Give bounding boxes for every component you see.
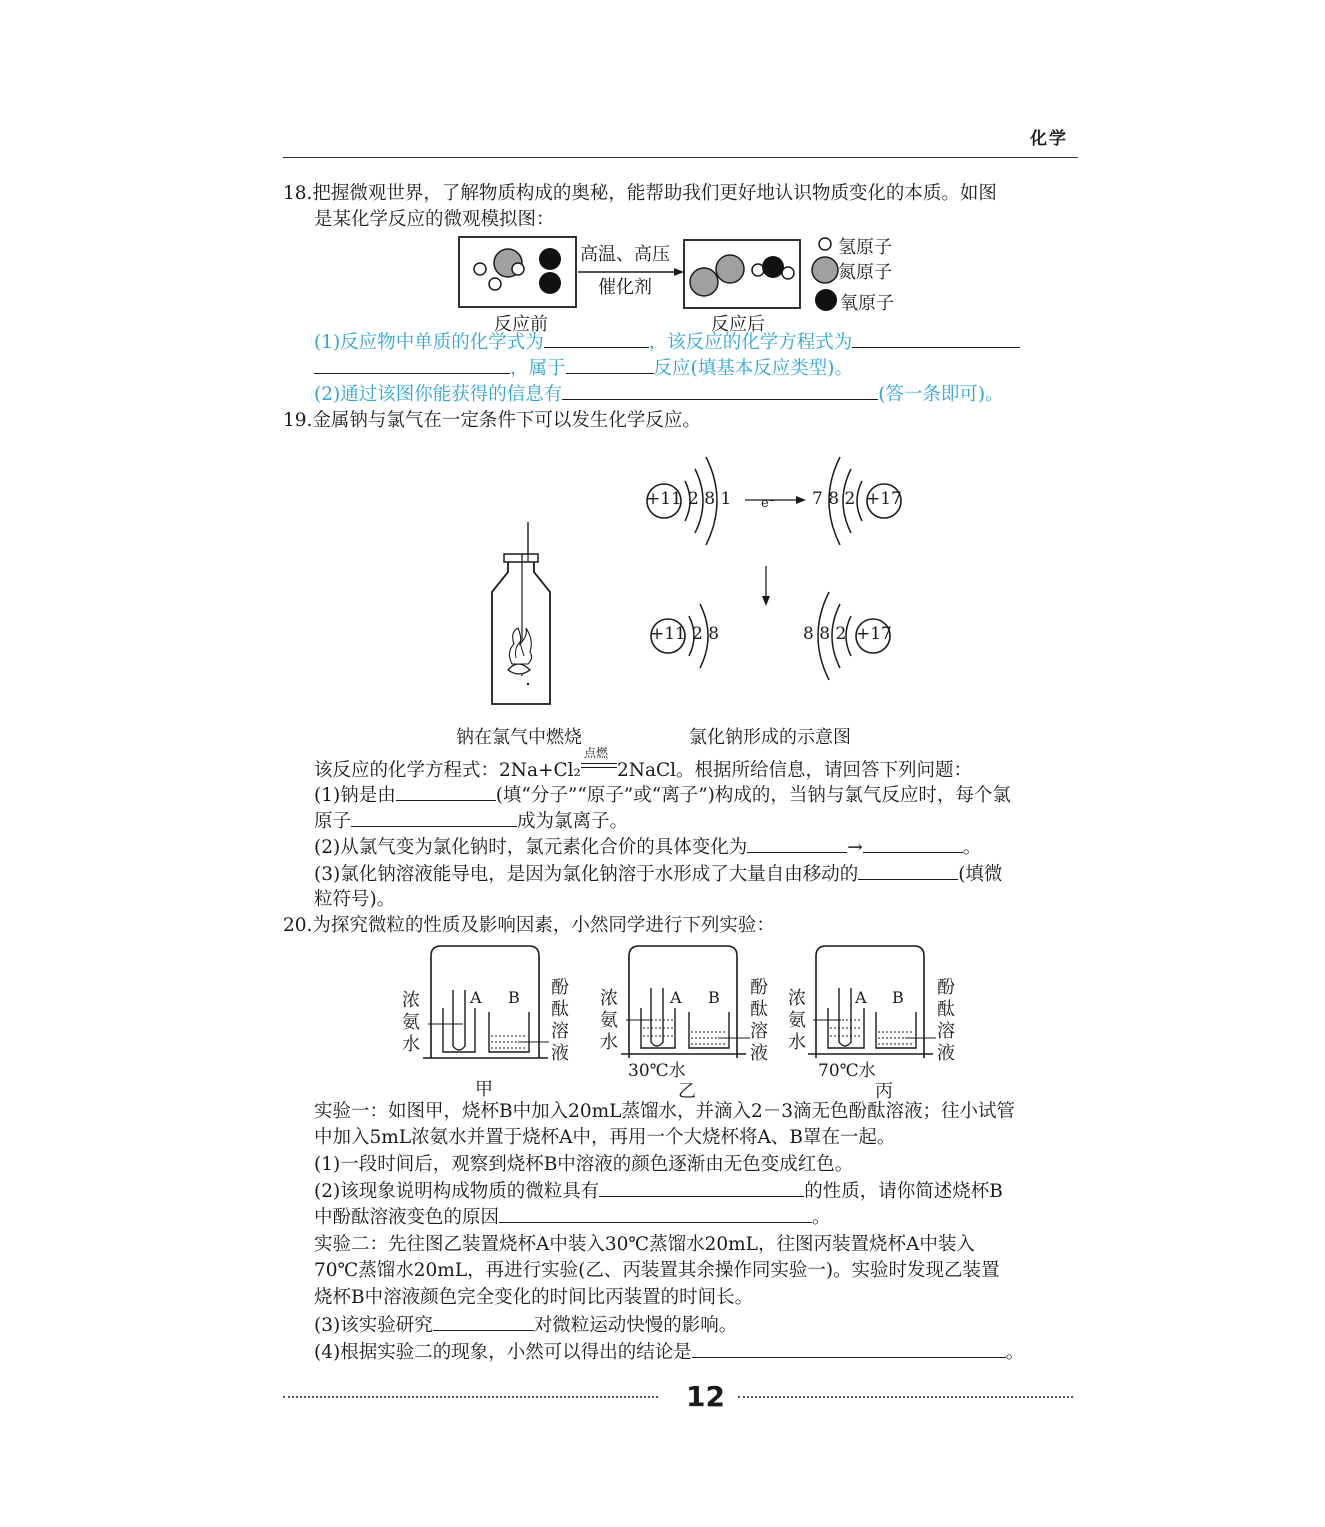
beaker-b-yi: B	[708, 988, 720, 1007]
cl-shells-before: 7 8 2	[812, 489, 856, 509]
electron-label: e⁻	[761, 496, 776, 511]
temp-bing: 70℃水	[818, 1061, 876, 1081]
legend-nitrogen: 氮原子	[838, 262, 892, 283]
na-ion-nucleus: +11	[650, 624, 686, 644]
footer-dots-left	[283, 1396, 658, 1398]
q20-part2-cont: 中酚酞溶液变色的原因 。	[314, 1204, 831, 1231]
q18-stem-line2: 是某化学反应的微观模拟图：	[314, 209, 555, 230]
q20-exp2-line1: 实验二：先往图乙装置烧杯A中装入30℃蒸馏水20mL，往图丙装置烧杯A中装入	[314, 1234, 975, 1255]
beaker-b-jia: B	[508, 988, 520, 1007]
q18-part1: (1)反应物中单质的化学式为 ，该反应的化学方程式为	[314, 329, 1020, 356]
oxygen-legend-icon	[815, 289, 837, 311]
q19-part1: (1)钠是由 (填“分子”“原子”或“离子”)构成的，当钠与氯气反应时，每个氯	[314, 782, 1011, 809]
q19-part3: (3)氯化钠溶液能导电，是因为氯化钠溶于水形成了大量自由移动的 (填微	[314, 861, 1002, 888]
cl-nucleus-before: +17	[866, 489, 902, 509]
footer-dots-right	[738, 1396, 1073, 1398]
fig-left-caption: 钠在氯气中燃烧	[456, 727, 582, 748]
legend-oxygen: 氧原子	[840, 293, 894, 314]
nitrogen-legend-icon	[812, 257, 838, 283]
beaker-a-bing: A	[855, 988, 867, 1007]
na-shells-before: 2 8 1	[688, 489, 732, 509]
q19-figure	[470, 432, 920, 722]
hydrogen-legend-icon	[819, 238, 831, 250]
subject-header: 化学	[1030, 129, 1068, 149]
header-rule	[283, 157, 1078, 158]
cl-ion-nucleus: +17	[856, 624, 892, 644]
page-number: 12	[686, 1380, 725, 1413]
beaker-a-jia: A	[470, 988, 482, 1007]
q20-part4: (4)根据实验二的现象，小然可以得出的结论是 。	[314, 1339, 1024, 1366]
q18-part2: (2)通过该图你能获得的信息有 (答一条即可)。	[314, 381, 1004, 408]
caption-bing: 丙	[875, 1081, 893, 1102]
ammonia-label-yi: 浓 氨 水	[600, 988, 618, 1053]
eq-condition: 点燃	[583, 746, 608, 760]
q20-exp2-line2: 70℃蒸馏水20mL，再进行实验(乙、丙装置其余操作同实验一)。实验时发现乙装置	[314, 1260, 1000, 1281]
caption-yi: 乙	[678, 1081, 696, 1102]
q19-part3-cont: 粒符号)。	[314, 889, 396, 910]
fig-right-caption: 氯化钠形成的示意图	[689, 727, 851, 748]
setup-bing	[808, 946, 936, 1058]
reaction-conditions-top: 高温、高压	[580, 244, 670, 265]
beaker-a-yi: A	[670, 988, 682, 1007]
q20-stem: 20.为探究微粒的性质及影响因素，小然同学进行下列实验：	[283, 915, 775, 936]
q20-exp2-line3: 烧杯B中溶液颜色完全变化的时间比丙装置的时间长。	[314, 1287, 754, 1308]
q19-stem: 19.金属钠与氯气在一定条件下可以发生化学反应。	[283, 410, 701, 431]
q20-part2: (2)该现象说明构成物质的微粒具有 的性质，请你简述烧杯B	[314, 1178, 1003, 1205]
q19-equation: 该反应的化学方程式：2Na+Cl₂ 点燃 2NaCl。根据所给信息，请回答下列问题：	[314, 756, 972, 784]
ammonia-label-bing: 浓 氨 水	[788, 988, 806, 1053]
ammonia-label-jia: 浓 氨 水	[402, 990, 420, 1055]
na-shells-after: 2 8	[692, 624, 720, 644]
q20-exp1-line2: 中加入5mL浓氨水并置于烧杯A中，再用一个大烧杯将A、B罩在一起。	[314, 1127, 896, 1148]
caption-jia: 甲	[475, 1079, 493, 1100]
phenol-label-jia: 酚 酞 溶 液	[551, 977, 569, 1064]
q19-part1-cont: 原子 成为氯离子。	[314, 808, 628, 835]
before-label: 反应前	[494, 314, 548, 335]
reaction-conditions-bottom: 催化剂	[598, 277, 652, 298]
q18-stem-line1: 18.把握微观世界，了解物质构成的奥秘，能帮助我们更好地认识物质变化的本质。如图	[283, 183, 997, 204]
setup-jia	[423, 946, 549, 1058]
cl-shells-after: 8 8 2	[803, 624, 847, 644]
q20-part1: (1)一段时间后，观察到烧杯B中溶液的颜色逐渐由无色变成红色。	[314, 1154, 854, 1175]
phenol-label-yi: 酚 酞 溶 液	[750, 977, 768, 1064]
temp-yi: 30℃水	[628, 1061, 686, 1081]
legend-hydrogen: 氢原子	[838, 237, 892, 258]
phenol-label-bing: 酚 酞 溶 液	[937, 977, 955, 1064]
after-label: 反应后	[711, 314, 765, 335]
q18-part1-cont: ，属于 反应(填基本反应类型)。	[314, 355, 853, 382]
q19-part2: (2)从氯气变为氯化钠时，氯元素化合价的具体变化为 → 。	[314, 834, 981, 861]
beaker-b-bing: B	[892, 988, 904, 1007]
setup-yi	[621, 946, 750, 1058]
q20-part3: (3)该实验研究 对微粒运动快慢的影响。	[314, 1312, 737, 1339]
na-nucleus: +11	[646, 489, 682, 509]
q20-exp1-line1: 实验一：如图甲，烧杯B中加入20mL蒸馏水，并滴入2－3滴无色酚酞溶液；往小试管	[314, 1101, 1016, 1122]
